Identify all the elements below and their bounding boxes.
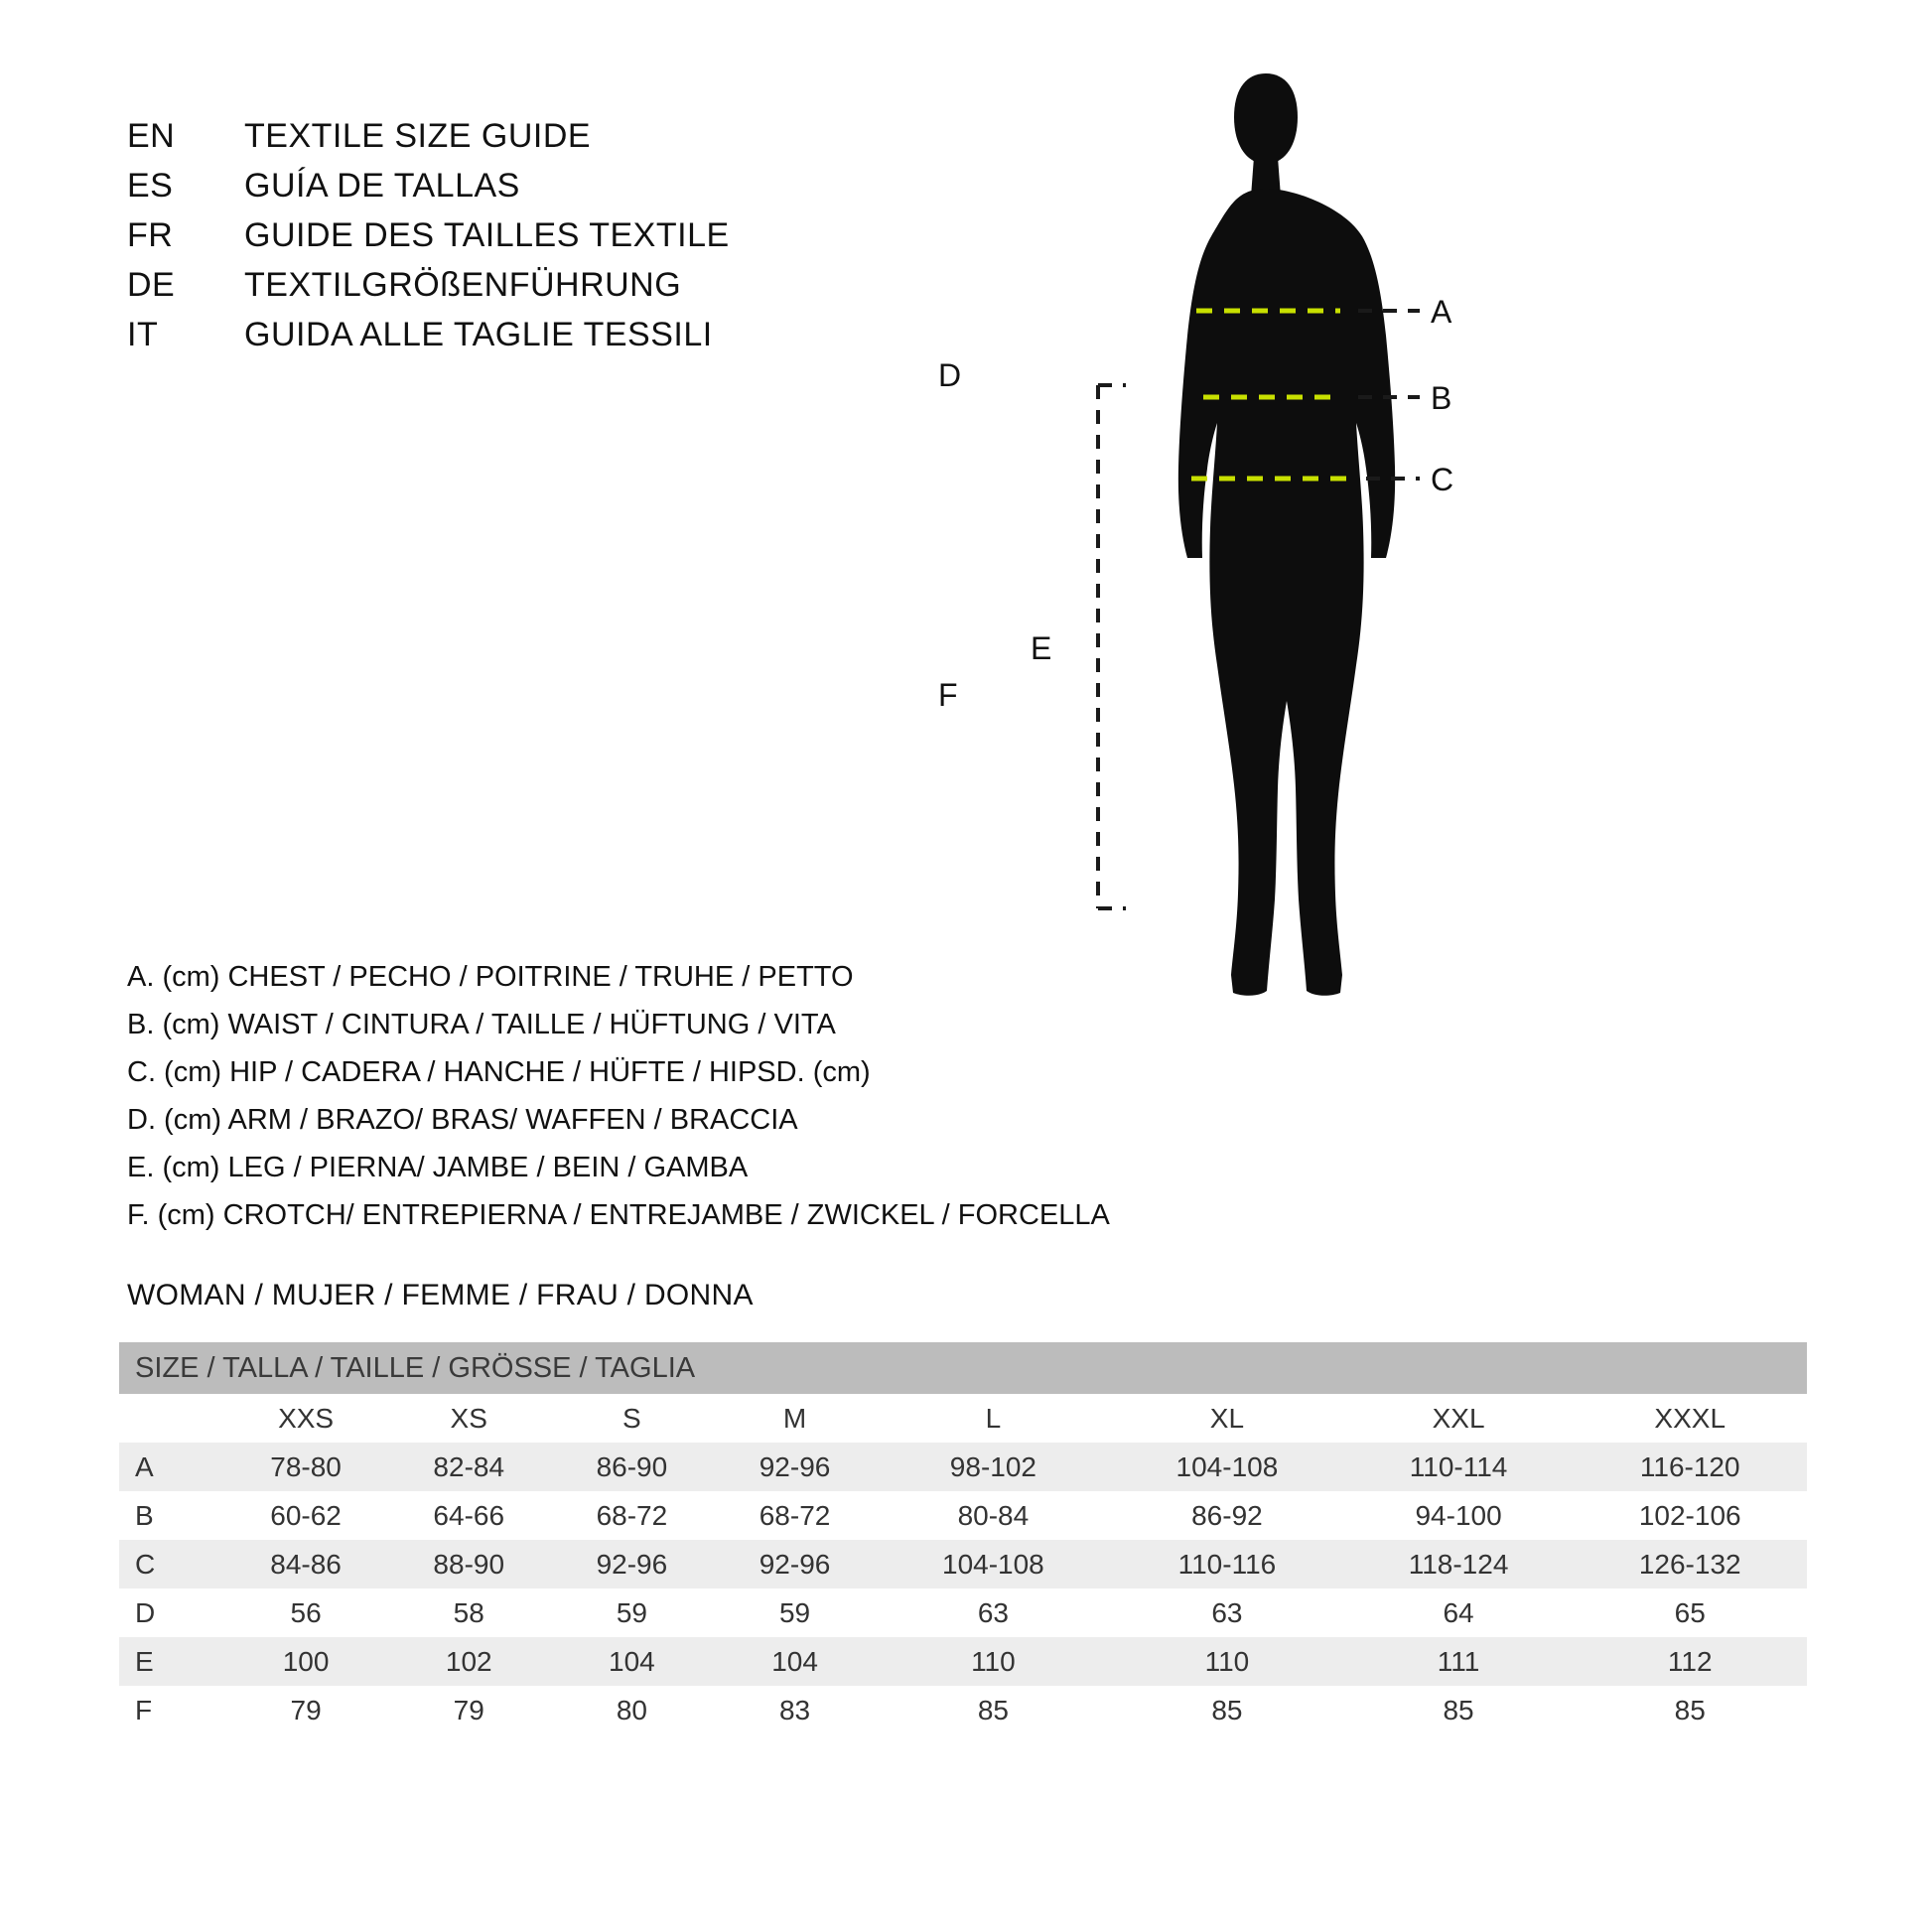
table-cell: 86-92 bbox=[1110, 1491, 1344, 1540]
title-lang-fr: FR bbox=[127, 216, 174, 254]
group-label: WOMAN / MUJER / FEMME / FRAU / DONNA bbox=[127, 1279, 754, 1311]
marker-label-f: F bbox=[938, 677, 958, 713]
table-cell: 126-132 bbox=[1573, 1540, 1807, 1588]
marker-label-a: A bbox=[1431, 294, 1452, 330]
table-cell: 104-108 bbox=[1110, 1443, 1344, 1491]
table-row bbox=[119, 1686, 1807, 1734]
table-col-xxs: XXS bbox=[224, 1394, 387, 1443]
table-cell: 85 bbox=[1110, 1686, 1344, 1734]
table-cell: 59 bbox=[550, 1588, 713, 1637]
title-row bbox=[127, 167, 882, 216]
table-cell: 110 bbox=[1110, 1637, 1344, 1686]
table-cell: 92-96 bbox=[713, 1443, 876, 1491]
title-lang-de: DE bbox=[127, 266, 176, 304]
table-cell: 83 bbox=[713, 1686, 876, 1734]
size-table bbox=[119, 1342, 1807, 1734]
table-cell: 59 bbox=[713, 1588, 876, 1637]
title-row bbox=[127, 316, 882, 365]
table-row bbox=[119, 1443, 1807, 1491]
table-cell: 56 bbox=[224, 1588, 387, 1637]
legend-item-a: A. (cm) CHEST / PECHO / POITRINE / TRUHE / PETTO bbox=[127, 961, 854, 993]
table-cell: 116-120 bbox=[1573, 1443, 1807, 1491]
title-row bbox=[127, 216, 882, 266]
table-cell: 63 bbox=[877, 1588, 1111, 1637]
table-cell: 85 bbox=[1344, 1686, 1574, 1734]
table-header-row bbox=[119, 1394, 1807, 1443]
table-cell: 64 bbox=[1344, 1588, 1574, 1637]
table-cell: 100 bbox=[224, 1637, 387, 1686]
table-cell: 63 bbox=[1110, 1588, 1344, 1637]
table-cell: 79 bbox=[387, 1686, 550, 1734]
table-cell: 84-86 bbox=[224, 1540, 387, 1588]
table-cell: 118-124 bbox=[1344, 1540, 1574, 1588]
title-text-en: TEXTILE SIZE GUIDE bbox=[244, 117, 592, 155]
legend-item-f: F. (cm) CROTCH/ ENTREPIERNA / ENTREJAMBE / ZWICKEL / FORCELLA bbox=[127, 1199, 1110, 1231]
table-col-xxxl: XXXL bbox=[1573, 1394, 1807, 1443]
female-silhouette-icon bbox=[1178, 73, 1395, 996]
table-cell: 94-100 bbox=[1344, 1491, 1574, 1540]
table-cell: 85 bbox=[1573, 1686, 1807, 1734]
title-lang-en: EN bbox=[127, 117, 176, 155]
table-col-l: L bbox=[877, 1394, 1111, 1443]
table-col-xl: XL bbox=[1110, 1394, 1344, 1443]
table-cell: 111 bbox=[1344, 1637, 1574, 1686]
table-row-label: F bbox=[119, 1686, 224, 1734]
table-cell: 78-80 bbox=[224, 1443, 387, 1491]
table-cell: 85 bbox=[877, 1686, 1111, 1734]
table-cell: 80-84 bbox=[877, 1491, 1111, 1540]
title-text-es: GUÍA DE TALLAS bbox=[244, 167, 520, 205]
table-cell: 102-106 bbox=[1573, 1491, 1807, 1540]
table-col-m: M bbox=[713, 1394, 876, 1443]
table-row-label: D bbox=[119, 1588, 224, 1637]
legend-item-d: D. (cm) ARM / BRAZO/ BRAS/ WAFFEN / BRACCIA bbox=[127, 1104, 798, 1136]
table-row-label: E bbox=[119, 1637, 224, 1686]
marker-label-c: C bbox=[1431, 462, 1454, 497]
table-cell: 110-116 bbox=[1110, 1540, 1344, 1588]
legend-item-b: B. (cm) WAIST / CINTURA / TAILLE / HÜFTUNG / VITA bbox=[127, 1009, 836, 1040]
table-cell: 88-90 bbox=[387, 1540, 550, 1588]
table-cell: 79 bbox=[224, 1686, 387, 1734]
table-cell: 86-90 bbox=[550, 1443, 713, 1491]
table-cell: 102 bbox=[387, 1637, 550, 1686]
table-cell: 98-102 bbox=[877, 1443, 1111, 1491]
title-text-de: TEXTILGRÖßENFÜHRUNG bbox=[244, 266, 682, 304]
marker-label-d: D bbox=[938, 357, 962, 393]
table-cell: 92-96 bbox=[550, 1540, 713, 1588]
table-cell: 64-66 bbox=[387, 1491, 550, 1540]
title-lang-it: IT bbox=[127, 316, 159, 353]
table-row bbox=[119, 1637, 1807, 1686]
table-cell: 92-96 bbox=[713, 1540, 876, 1588]
table-cell: 68-72 bbox=[713, 1491, 876, 1540]
table-col-xxl: XXL bbox=[1344, 1394, 1574, 1443]
table-cell: 104-108 bbox=[877, 1540, 1111, 1588]
table-cell: 110-114 bbox=[1344, 1443, 1574, 1491]
table-row bbox=[119, 1588, 1807, 1637]
table-row-label: C bbox=[119, 1540, 224, 1588]
table-cell: 58 bbox=[387, 1588, 550, 1637]
table-cell: 82-84 bbox=[387, 1443, 550, 1491]
table-corner-cell bbox=[119, 1394, 224, 1443]
table-row-label: A bbox=[119, 1443, 224, 1491]
leg-length-bracket-icon bbox=[1098, 385, 1126, 908]
title-text-it: GUIDA ALLE TAGLIE TESSILI bbox=[244, 316, 713, 353]
table-cell: 60-62 bbox=[224, 1491, 387, 1540]
table-cell: 80 bbox=[550, 1686, 713, 1734]
table-row bbox=[119, 1491, 1807, 1540]
marker-label-b: B bbox=[1431, 380, 1452, 416]
table-row-label: B bbox=[119, 1491, 224, 1540]
table-cell: 65 bbox=[1573, 1588, 1807, 1637]
title-text-fr: GUIDE DES TAILLES TEXTILE bbox=[244, 216, 730, 254]
marker-label-e: E bbox=[1031, 630, 1052, 666]
table-cell: 110 bbox=[877, 1637, 1111, 1686]
title-row bbox=[127, 266, 882, 316]
measurement-legend bbox=[127, 953, 1219, 1239]
table-cell: 68-72 bbox=[550, 1491, 713, 1540]
table-band-row bbox=[119, 1342, 1807, 1394]
title-block bbox=[127, 117, 882, 365]
legend-item-c: C. (cm) HIP / CADERA / HANCHE / HÜFTE / HIPSD. (cm) bbox=[127, 1056, 871, 1088]
title-row bbox=[127, 117, 882, 167]
table-cell: 112 bbox=[1573, 1637, 1807, 1686]
table-col-s: S bbox=[550, 1394, 713, 1443]
table-col-xs: XS bbox=[387, 1394, 550, 1443]
table-band-label: SIZE / TALLA / TAILLE / GRÖSSE / TAGLIA bbox=[119, 1342, 1807, 1394]
table-cell: 104 bbox=[713, 1637, 876, 1686]
title-lang-es: ES bbox=[127, 167, 174, 205]
legend-item-e: E. (cm) LEG / PIERNA/ JAMBE / BEIN / GAMBA bbox=[127, 1152, 749, 1183]
table-row bbox=[119, 1540, 1807, 1588]
table-cell: 104 bbox=[550, 1637, 713, 1686]
